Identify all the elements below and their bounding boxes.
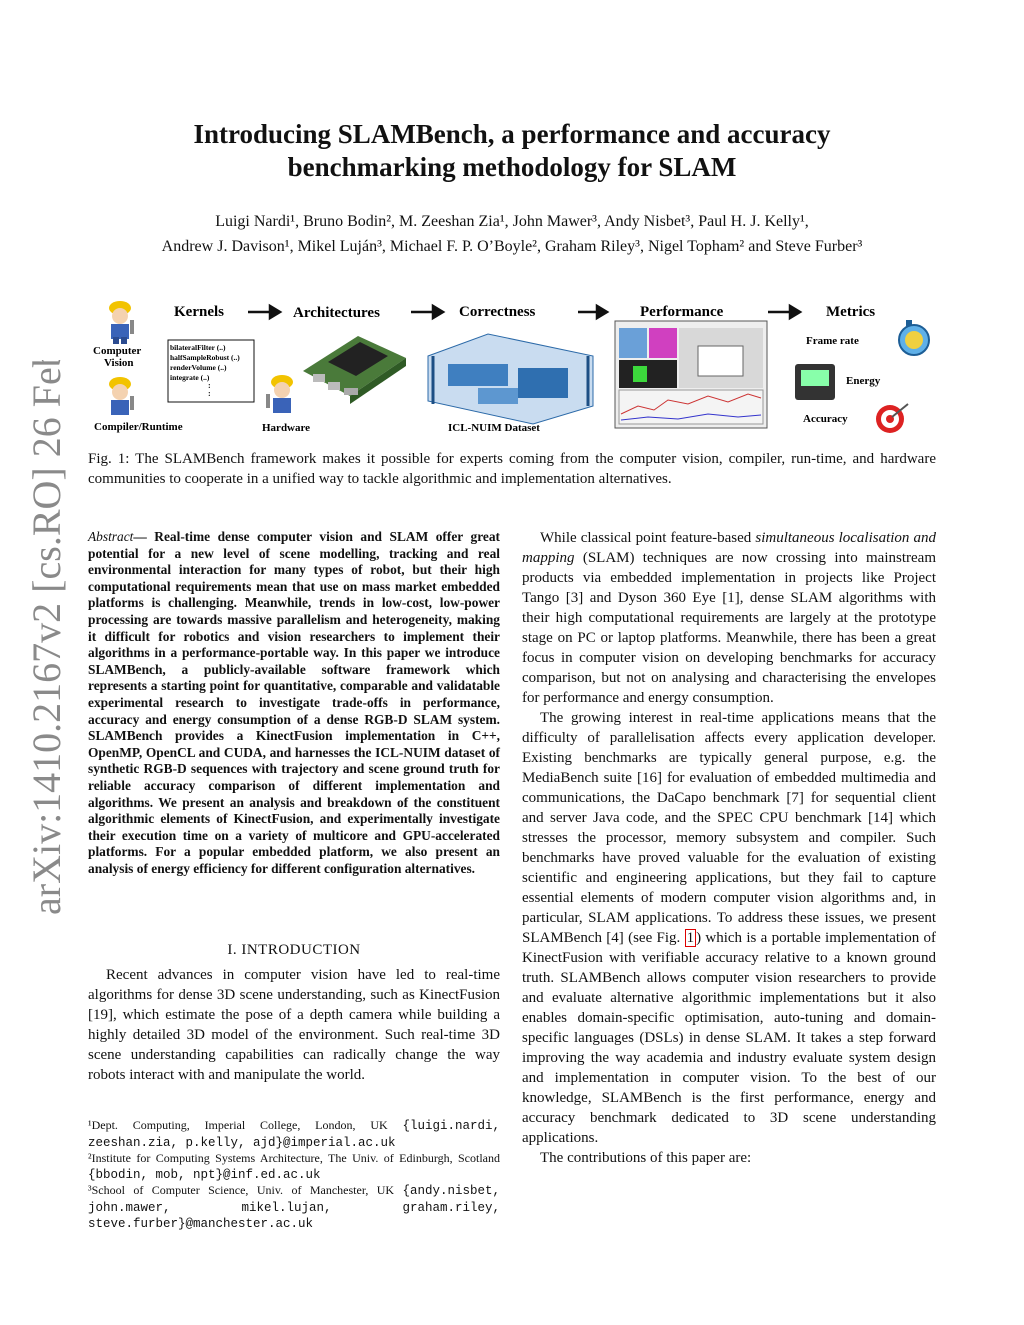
- stopwatch-icon: [899, 320, 929, 355]
- footnote-1: ¹Dept. Computing, Imperial College, London, UK {luigi.nardi, zeeshan.zia, p.kelly, ajd}@imperial.ac.uk: [88, 1118, 500, 1150]
- engineer-icon: [266, 375, 293, 413]
- stage-performance: Performance: [640, 304, 724, 320]
- kernel-item: halfSampleRobust (..): [170, 353, 240, 362]
- stage-metrics: Metrics: [826, 304, 876, 320]
- abstract-lead: Abstract: [88, 529, 134, 544]
- title-line-2: benchmarking methodology for SLAM: [287, 152, 737, 182]
- footnote-1-email: {luigi.nardi, zeeshan.zia, p.kelly, ajd}@imperial.ac.uk: [88, 1119, 500, 1150]
- footnote-3: ³School of Computer Science, Univ. of Manchester, UK {andy.nisbet, john.mawer, mikel.lujan, graham.riley, steve.furber}@manchester.ac.uk: [88, 1183, 500, 1231]
- right-column: [522, 528, 936, 1168]
- author-list: [60, 209, 964, 259]
- stage-architectures: Architectures: [293, 305, 380, 321]
- kernel-item: bilateralFilter (..): [170, 343, 226, 352]
- kernel-item: :: [208, 381, 211, 390]
- footnotes: [88, 1118, 500, 1233]
- footnote-2-email: {bbodin, mob, npt}@inf.ed.ac.uk: [88, 1167, 321, 1182]
- abstract-text: — Real-time dense computer vision and SLAM offer great potential for a new level of scene modelling, tracking and real environmental interaction for many types of robot, but their high computational requirements mean that use on mass market embedded platforms is challenging. Meanwhile, trends in low-cost, low-power processing are towards massive parallelism and heterogeneity, making it difficult for robotics and vision researchers to implement their algorithms in a performance-portable way. In this paper we introduce SLAMBench, a publicly-available software framework which represents a starting point for quantitative, comparable and validatable experimental research to investigate trade-offs in performance, accuracy and energy consumption of a dense RGB-D SLAM system. SLAMBench provides a KinectFusion implementation in C++, OpenMP, OpenCL and CUDA, and harnesses the ICL-NUIM dataset of synthetic RGB-D sequences with trajectory and scene ground truth for reliable accuracy comparison of different implementation and algorithms. We present an analysis and breakdown of the constituent algorithmic elements of KinectFusion, and experimentally investigate their execution time on a variety of multicore and GPU-accelerated platforms. For a popular embedded platform, we also present an analysis of energy efficiency for different configuration alternatives.: [88, 529, 500, 876]
- figure-reference-link[interactable]: 1: [686, 930, 695, 946]
- metric-frame-rate: Frame rate: [806, 335, 859, 347]
- engineer-icon: [109, 301, 134, 344]
- stage-kernels: Kernels: [174, 304, 224, 320]
- dev-board-image: [303, 336, 406, 404]
- energy-meter-icon: [795, 364, 835, 400]
- dataset-label: ICL-NUIM Dataset: [448, 422, 540, 434]
- kernel-item: renderVolume (..): [170, 363, 227, 372]
- authors-line-2: Andrew J. Davison¹, Mikel Luján³, Michael F. P. O’Boyle², Graham Riley³, Nigel Topham² and Steve Furber³: [161, 238, 863, 255]
- right-paragraph-2: The growing interest in real-time applications means that the difficulty of parallelisation affects every application developer. Existing benchmarks are typically general purpose, e.g. the MediaBench suite [16] for evaluation of embedded multimedia and communications, the DaCapo benchmark [7] for sequential client and server Java code, and the SPEC CPU benchmark [14] which stresses the processor, memory subsystem and compiler. Such benchmarks have proved valuable for the evaluation of existing scientific and engineering applications, but they fail to capture essential elements of modern computer vision algorithms and, in particular, SLAM applications. To address these issues, we present SLAMBench [4] (see Fig. 1 ) which is a portable implementation of KinectFusion with verifiable accuracy relative to a known ground truth. SLAMBench allows computer vision researchers to provide and evaluate alternative algorithmic implementations but it also enables domain-specific optimisation, auto-tuning and domain-specific languages (DSLs) in dense SLAM. It takes a step forward improving the way academia and industry evaluate system design and implementation in computer vision. To the best of our knowledge, SLAMBench is the first performance, energy and accuracy benchmark dedicated to 3D scene understanding applications.: [522, 710, 936, 1146]
- metric-accuracy: Accuracy: [803, 413, 848, 425]
- footnote-3-email: {andy.nisbet, john.mawer, mikel.lujan, graham.riley, steve.furber}@manchester.ac.uk: [88, 1184, 500, 1231]
- metric-energy: Energy: [846, 375, 881, 387]
- figure-1: [88, 296, 938, 436]
- computer-vision-label: Computer: [93, 345, 142, 357]
- compiler-runtime-label: Compiler/Runtime: [94, 421, 183, 433]
- kernel-item: :: [208, 389, 211, 398]
- target-icon: [876, 404, 908, 433]
- engineer-icon: [109, 377, 134, 415]
- intro-paragraph: [88, 965, 500, 1085]
- stage-correctness: Correctness: [459, 304, 536, 320]
- section-heading: I. INTRODUCTION: [227, 942, 361, 958]
- title-line-1: Introducing SLAMBench, a performance and accuracy: [193, 119, 831, 149]
- abstract: [88, 529, 500, 877]
- footnote-2: ²Institute for Computing Systems Architecture, The Univ. of Edinburgh, Scotland {bbodin, mob, npt}@inf.ed.ac.uk: [88, 1151, 500, 1182]
- figure-caption: Fig. 1: The SLAMBench framework makes it possible for experts coming from the computer vision, compiler, run-time, and hardware communities to cooperate in a unified way to tackle algorithmic and implementation alternatives.: [88, 451, 936, 487]
- paper-title: [120, 118, 904, 184]
- hardware-label: Hardware: [262, 422, 311, 434]
- authors-line-1: Luigi Nardi¹, Bruno Bodin², M. Zeeshan Zia¹, John Mawer³, Andy Nisbet³, Paul H. J. Kelly¹,: [215, 213, 809, 230]
- performance-screenshot: [615, 321, 767, 428]
- arxiv-id: arXiv:1410.2167v2 [cs.RO] 26 Feb 2015: [24, 360, 69, 915]
- right-paragraph-3: The contributions of this paper are:: [540, 1150, 752, 1166]
- icl-nuim-scene-image: [428, 334, 593, 424]
- arxiv-watermark: [10, 360, 80, 920]
- computer-vision-label-2: Vision: [104, 357, 134, 369]
- right-paragraph-1: While classical point feature-based simultaneous localisation and mapping (SLAM) techniques are now crossing into mainstream products via embedded implementation in projects like Project Tango [3] and Dyson 360 Eye [1], dense SLAM algorithms with their high computational requirements are largely at the prototype stage on PC or laptop platforms. Meanwhile, there has been a great focus in computer vision on developing benchmarks for accuracy comparison, but not on analysing and characterising the envelopes for performance and energy consumption.: [522, 530, 936, 706]
- kernel-item: integrate (..): [170, 373, 210, 382]
- intro-text: Recent advances in computer vision have led to real-time algorithms for dense 3D scene understanding, such as KinectFusion [19], which estimate the pose of a depth camera while building a highly detailed 3D model of the environment. Such real-time 3D scene understanding capabilities can radically change the way robots interact with and manipulate the world.: [88, 967, 500, 1083]
